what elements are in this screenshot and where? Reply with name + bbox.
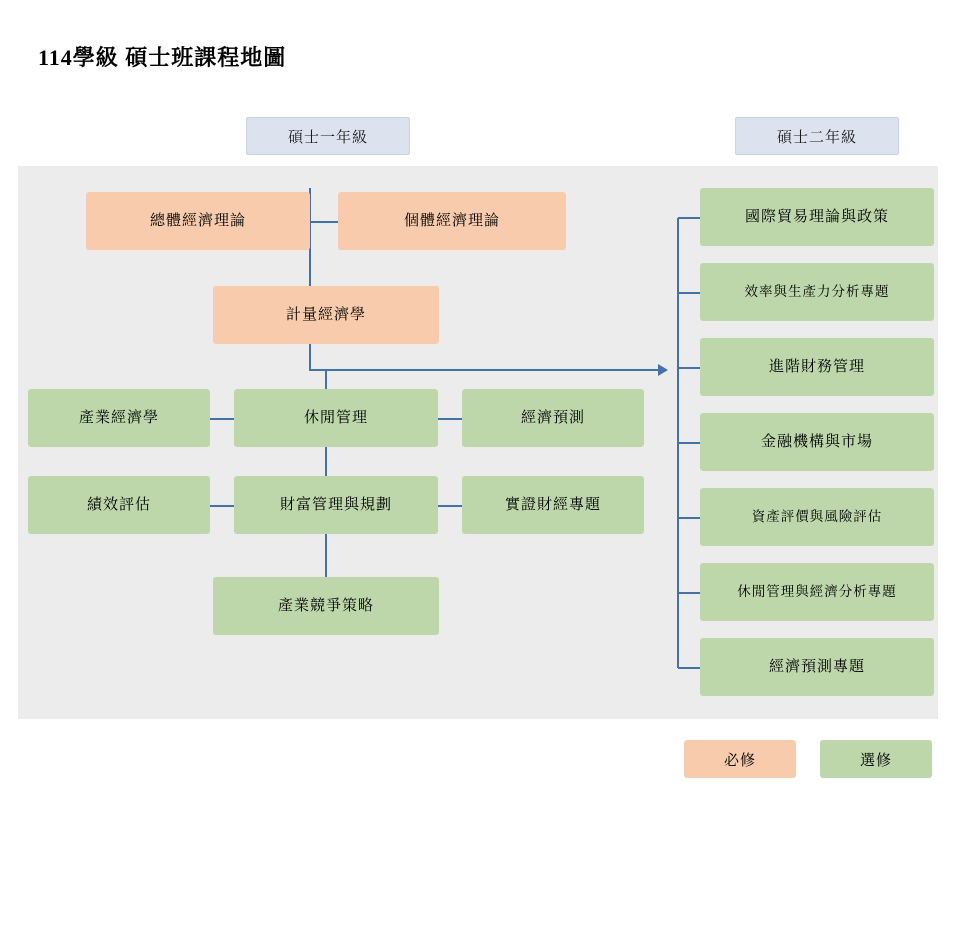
course-label: 休閒管理: [303, 410, 368, 426]
course-node-economic-forecasting[interactable]: [462, 389, 644, 447]
course-label: 個體經濟理論: [403, 213, 500, 229]
connector-macro-micro: [310, 221, 338, 223]
legend-required: [684, 740, 796, 778]
legend-elective: [820, 740, 932, 778]
connector-performance-wealth: [210, 505, 234, 507]
course-map-canvas: [18, 166, 938, 719]
connector-year2-stub-7: [678, 667, 700, 669]
course-node-advanced-financial-management[interactable]: [700, 338, 934, 396]
course-label: 績效評估: [86, 497, 151, 513]
course-label: 經濟預測專題: [768, 659, 865, 675]
connector-leisure-forecast: [438, 418, 462, 420]
connector-year2-stub-2: [678, 292, 700, 294]
legend-elective-label: 選修: [859, 752, 892, 769]
course-node-industrial-economics[interactable]: [28, 389, 210, 447]
course-node-industrial-competitive-strategy[interactable]: [213, 577, 439, 635]
course-label: 金融機構與市場: [760, 434, 873, 450]
course-node-international-trade-theory-policy[interactable]: [700, 188, 934, 246]
course-node-macroeconomic-theory[interactable]: [86, 192, 310, 250]
course-label: 產業經濟學: [78, 410, 159, 426]
year-tag-master-2: 碩士二年級: [735, 117, 899, 155]
connector-year2-stub-1: [678, 217, 700, 219]
connector-year2-stub-4: [678, 442, 700, 444]
course-node-efficiency-productivity-analysis[interactable]: [700, 263, 934, 321]
legend-required-label: 必修: [723, 752, 756, 769]
connector-wealth-empirical: [438, 505, 462, 507]
connector-year2-stub-6: [678, 592, 700, 594]
course-node-performance-evaluation[interactable]: [28, 476, 210, 534]
course-label: 效率與生產力分析專題: [744, 283, 890, 299]
course-label: 進階財務管理: [768, 359, 865, 375]
connector-arrow-line: [310, 369, 660, 371]
course-node-empirical-finance-topics[interactable]: [462, 476, 644, 534]
course-label: 國際貿易理論與政策: [744, 209, 889, 225]
connector-industrial-leisure: [210, 418, 234, 420]
connector-arrowhead: [658, 364, 668, 376]
course-node-wealth-management-planning[interactable]: [234, 476, 438, 534]
course-node-leisure-management-economic-analysis[interactable]: [700, 563, 934, 621]
page-title: 114學級 碩士班課程地圖: [38, 45, 287, 70]
course-label: 經濟預測: [520, 410, 585, 426]
course-node-financial-institutions-markets[interactable]: [700, 413, 934, 471]
course-node-leisure-management[interactable]: [234, 389, 438, 447]
connector-year2-stub-5: [678, 517, 700, 519]
course-node-econometrics[interactable]: [213, 286, 439, 344]
course-label: 計量經濟學: [285, 307, 366, 323]
course-node-microeconomic-theory[interactable]: [338, 192, 566, 250]
connector-year2-stub-3: [678, 367, 700, 369]
course-label: 產業競爭策略: [277, 598, 374, 614]
course-node-asset-valuation-risk-assessment[interactable]: [700, 488, 934, 546]
year-tag-master-1: 碩士一年級: [246, 117, 410, 155]
course-label: 休閒管理與經濟分析專題: [737, 583, 897, 599]
course-label: 實證財經專題: [504, 497, 601, 513]
course-label: 財富管理與規劃: [279, 497, 392, 513]
course-label: 資產評價與風險評估: [751, 508, 883, 524]
course-label: 總體經濟理論: [149, 213, 246, 229]
course-node-economic-forecasting-topics[interactable]: [700, 638, 934, 696]
